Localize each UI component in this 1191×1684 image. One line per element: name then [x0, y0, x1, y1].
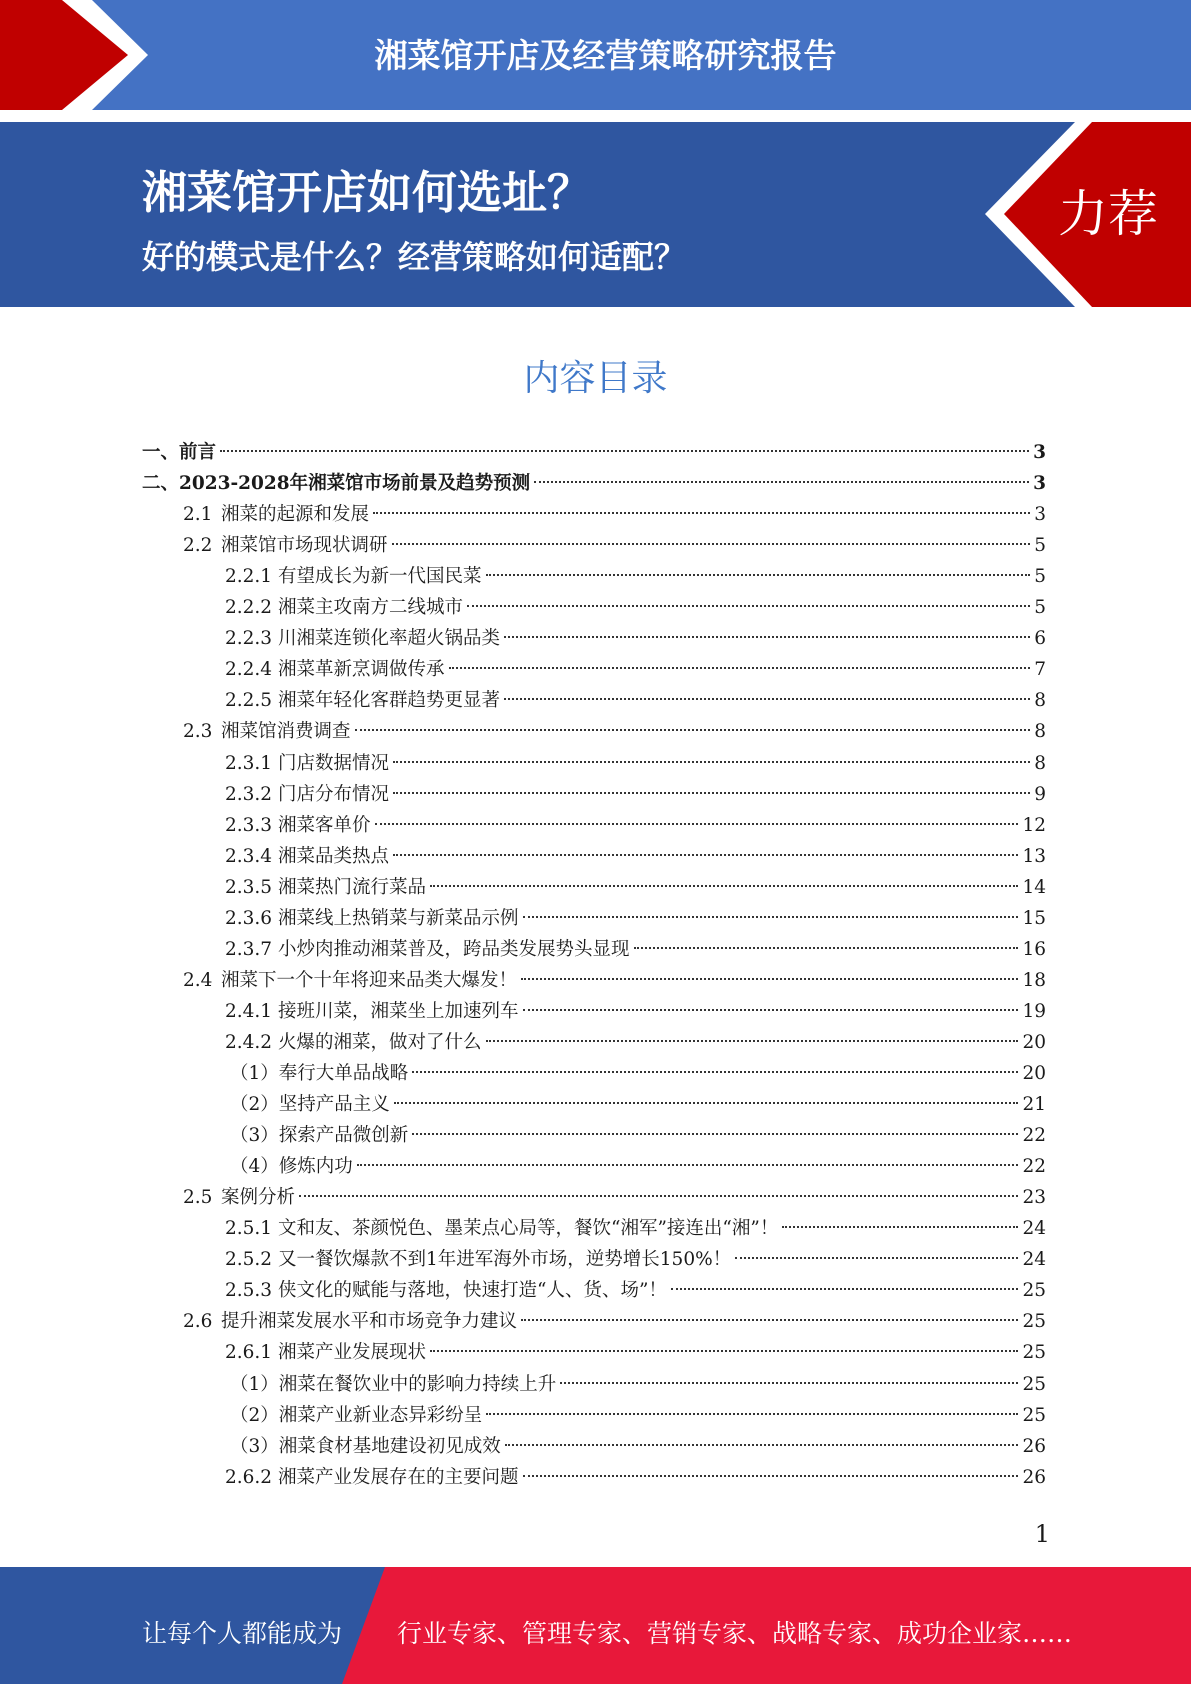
toc-entry-title: 有望成长为新一代国民菜 [278, 566, 482, 588]
toc-entry-number: 2.6 [183, 1311, 213, 1333]
toc-entry-page: 8 [1034, 690, 1046, 712]
footer-banner [0, 1567, 1191, 1684]
toc-dot-leader [521, 1319, 1018, 1321]
toc-entry-number: 2.2 [183, 535, 213, 557]
toc-entry-page: 7 [1034, 659, 1046, 681]
toc-entry-page: 3 [1034, 504, 1046, 526]
toc-entry-title: 2023-2028年湘菜馆市场前景及趋势预测 [179, 473, 531, 495]
toc-entry[interactable] [225, 810, 1046, 841]
report-title-text: 湘菜馆开店及经营策略研究报告 [374, 36, 837, 75]
toc-entry-page: 20 [1022, 1031, 1046, 1053]
toc-dot-leader [393, 761, 1030, 763]
toc-entry-page: 25 [1022, 1280, 1046, 1302]
footer-slogan-right: 行业专家、管理专家、营销专家、战略专家、成功企业家…… [397, 1619, 1073, 1648]
toc-dot-leader [467, 605, 1030, 607]
toc-entry-number: 2.4.2 [225, 1031, 273, 1053]
toc-entry[interactable] [225, 779, 1046, 810]
toc-entry-title: 湘菜在餐饮业中的影响力持续上升 [278, 1373, 557, 1395]
toc-entry-page: 12 [1022, 814, 1046, 836]
toc-entry-page: 22 [1022, 1125, 1046, 1147]
toc-entry-number: 2.3.2 [225, 783, 273, 805]
toc-entry[interactable] [230, 1151, 1046, 1182]
toc-entry[interactable] [225, 872, 1046, 903]
toc-entry-page: 26 [1022, 1466, 1046, 1488]
toc-dot-leader [430, 885, 1018, 887]
toc-entry-page: 18 [1022, 969, 1046, 991]
toc-entry-number: 2.4 [183, 969, 213, 991]
toc-entry-title: 修炼内功 [278, 1156, 353, 1178]
toc-entry-title: 湘菜品类热点 [278, 845, 390, 867]
toc-entry-number: 2.6.2 [225, 1466, 273, 1488]
toc-entry[interactable] [183, 1182, 1046, 1213]
toc-entry[interactable] [225, 1027, 1046, 1058]
hero-band [0, 122, 1191, 307]
toc-entry-page: 22 [1022, 1156, 1046, 1178]
toc-entry-number: 2.3.6 [225, 907, 273, 929]
toc-dot-leader [534, 481, 1029, 483]
toc-entry-page: 5 [1034, 566, 1046, 588]
toc-dot-leader [486, 1040, 1019, 1042]
toc-entry-page: 3 [1033, 442, 1046, 463]
toc-dot-leader [393, 854, 1018, 856]
toc-entry-number: 2.2.4 [225, 659, 273, 681]
toc-entry-page: 16 [1022, 938, 1046, 960]
toc-entry-page: 25 [1022, 1311, 1046, 1333]
toc-entry-number: （3） [230, 1435, 279, 1457]
toc-dot-leader [357, 1164, 1019, 1166]
toc-entry-title: 川湘菜连锁化率超火锅品类 [278, 628, 501, 650]
toc-entry[interactable] [225, 1462, 1046, 1493]
toc-entry-number: 2.2.3 [225, 628, 273, 650]
toc-entry-page: 23 [1022, 1187, 1046, 1209]
toc-entry-number: 2.1 [183, 504, 213, 526]
toc-entry-title: 湘菜的起源和发展 [221, 504, 370, 526]
toc-entry[interactable] [183, 530, 1046, 561]
toc-entry[interactable] [183, 1306, 1046, 1337]
toc-entry[interactable] [230, 1400, 1046, 1431]
toc-entry[interactable] [230, 1431, 1046, 1462]
toc-entry-title: 湘菜馆消费调查 [221, 721, 351, 743]
toc-entry[interactable] [225, 1213, 1046, 1244]
toc-entry[interactable] [142, 468, 1046, 499]
toc-entry-title: 门店分布情况 [278, 783, 390, 805]
toc-entry-number: 2.5.2 [225, 1249, 273, 1271]
toc-dot-leader [504, 636, 1030, 638]
toc-entry-number: 2.4.1 [225, 1000, 273, 1022]
toc-entry[interactable] [225, 1244, 1046, 1275]
toc-entry-title: 侠文化的赋能与落地，快速打造“人、货、场”！ [278, 1280, 667, 1302]
toc-entry[interactable] [225, 841, 1046, 872]
toc-entry-number: 2.3.1 [225, 752, 273, 774]
toc-entry-page: 21 [1022, 1094, 1046, 1116]
toc-entry[interactable] [230, 1120, 1046, 1151]
report-title [0, 30, 1191, 77]
toc-entry-page: 24 [1022, 1218, 1046, 1240]
toc-entry-number: 2.5.1 [225, 1218, 273, 1240]
toc-dot-leader [504, 698, 1030, 700]
toc-dot-leader [735, 1257, 1018, 1259]
toc-entry[interactable] [225, 654, 1046, 685]
toc-entry-title: 湘菜革新烹调做传承 [278, 659, 445, 681]
toc-entry-number: 二、 [142, 473, 180, 495]
toc-entry-title: 提升湘菜发展水平和市场竞争力建议 [221, 1311, 518, 1333]
toc-entry-page: 9 [1034, 783, 1046, 805]
toc-dot-leader [671, 1288, 1019, 1290]
toc-entry-title: 湘菜下一个十年将迎来品类大爆发！ [221, 969, 518, 991]
toc-dot-leader [523, 1475, 1019, 1477]
toc-entry-page: 19 [1022, 1000, 1046, 1022]
toc-dot-leader [220, 450, 1029, 452]
toc-entry-title: 湘菜年轻化客群趋势更显著 [278, 690, 501, 712]
toc-entry-number: 2.6.1 [225, 1342, 273, 1364]
toc-entry-page: 5 [1034, 535, 1046, 557]
toc-entry[interactable] [183, 716, 1046, 747]
toc-entry-title: 湘菜产业发展现状 [278, 1342, 427, 1364]
toc-dot-leader [392, 543, 1031, 545]
toc-entry-title: 湘菜热门流行菜品 [278, 876, 427, 898]
toc-entry-title: 又一餐饮爆款不到1年进军海外市场，逆势增长150%！ [278, 1249, 732, 1271]
toc-dot-leader [449, 667, 1031, 669]
toc-entry-title: 探索产品微创新 [278, 1125, 409, 1147]
toc-entry[interactable] [225, 592, 1046, 623]
toc-entry-title: 湘菜馆市场现状调研 [221, 535, 388, 557]
toc-entry-page: 25 [1022, 1342, 1046, 1364]
toc-entry-page: 3 [1033, 473, 1046, 495]
hero-headline: 湘菜馆开店如何选址？ [142, 166, 593, 219]
toc-entry-title: 湘菜食材基地建设初见成效 [278, 1435, 501, 1457]
toc-entry-title: 小炒肉推动湘菜普及，跨品类发展势头显现 [278, 938, 630, 960]
toc-entry-number: （2） [230, 1404, 279, 1426]
toc-entry-title: 案例分析 [221, 1187, 296, 1209]
toc-dot-leader [560, 1382, 1018, 1384]
toc-entry-page: 8 [1034, 752, 1046, 774]
toc-entry-page: 14 [1022, 876, 1046, 898]
page-number: 1 [1034, 1520, 1050, 1548]
toc-entry-number: 2.5.3 [225, 1280, 273, 1302]
toc-dot-leader [486, 574, 1031, 576]
toc-entry[interactable] [230, 1089, 1046, 1120]
footer-slogan-left: 让每个人都能成为 [142, 1619, 343, 1648]
toc-entry-title: 接班川菜，湘菜坐上加速列车 [278, 1000, 519, 1022]
toc-entry-title: 奉行大单品战略 [278, 1063, 409, 1084]
toc-entry-title: 前言 [179, 442, 217, 463]
toc-entry-number: 2.3.7 [225, 938, 273, 960]
toc-heading: 内容目录 [523, 358, 668, 399]
toc-entry[interactable] [183, 965, 1046, 996]
toc-entry-title: 门店数据情况 [278, 752, 390, 774]
toc-dot-leader [430, 1350, 1018, 1352]
toc-entry[interactable] [183, 499, 1046, 530]
toc-entry-number: 2.2.5 [225, 690, 273, 712]
toc-dot-leader [375, 823, 1019, 825]
toc-entry-number: 2.2.1 [225, 566, 273, 588]
toc-entry-title: 文和友、茶颜悦色、墨茉点心局等，餐饮“湘军”接连出“湘”！ [278, 1218, 779, 1240]
toc-entry-page: 6 [1034, 628, 1046, 650]
toc-entry-number: 2.2.2 [225, 597, 273, 619]
toc-entry-page: 8 [1034, 721, 1046, 743]
toc-entry-title: 湘菜产业发展存在的主要问题 [278, 1466, 519, 1488]
top-banner [0, 0, 1191, 110]
toc-dot-leader [412, 1071, 1018, 1073]
toc-entry-title: 湘菜产业新业态异彩纷呈 [278, 1404, 483, 1426]
toc-entry[interactable] [230, 1058, 1046, 1089]
toc-entry-number: 2.5 [183, 1187, 213, 1209]
toc-entry[interactable] [225, 748, 1046, 779]
toc-entry-page: 26 [1022, 1435, 1046, 1457]
toc-entry[interactable] [225, 903, 1046, 934]
toc-entry-number: （4） [230, 1156, 279, 1178]
toc-dot-leader [523, 916, 1019, 918]
toc-entry[interactable] [225, 1337, 1046, 1368]
toc-entry-page: 25 [1022, 1404, 1046, 1426]
toc-dot-leader [486, 1413, 1018, 1415]
toc-entry[interactable] [225, 1275, 1046, 1306]
toc-entry[interactable] [225, 685, 1046, 716]
toc-entry-number: 2.3 [183, 721, 213, 743]
toc-dot-leader [394, 1102, 1019, 1104]
toc-dot-leader [634, 947, 1019, 949]
toc-entry-page: 20 [1022, 1063, 1046, 1084]
toc-entry-title: 湘菜客单价 [278, 814, 371, 836]
toc-entry-number: （1） [230, 1063, 279, 1084]
toc-dot-leader [373, 512, 1030, 514]
recommend-badge: 力荐 [1058, 185, 1158, 243]
toc-dot-leader [393, 792, 1030, 794]
toc-entry-page: 25 [1022, 1373, 1046, 1395]
toc-dot-leader [523, 1009, 1019, 1011]
toc-entry-number: （2） [230, 1094, 279, 1116]
toc-entry-number: （1） [230, 1373, 279, 1395]
toc-dot-leader [521, 978, 1018, 980]
toc-entry[interactable] [225, 934, 1046, 965]
toc-entry[interactable] [230, 1369, 1046, 1400]
toc-entry[interactable] [225, 561, 1046, 592]
toc-entry-page: 15 [1022, 907, 1046, 929]
toc-dot-leader [412, 1133, 1018, 1135]
toc-dot-leader [782, 1226, 1018, 1228]
hero-subheadline: 好的模式是什么？经营策略如何适配？ [142, 238, 687, 276]
toc-entry-title: 坚持产品主义 [278, 1094, 390, 1116]
toc-entry-number: 一、 [142, 442, 180, 463]
toc-entry-page: 13 [1022, 845, 1046, 867]
toc-entry-page: 24 [1022, 1249, 1046, 1271]
toc-dot-leader [355, 729, 1031, 731]
toc-entry[interactable] [142, 437, 1046, 468]
toc-entry-title: 湘菜线上热销菜与新菜品示例 [278, 907, 519, 929]
toc-entry-title: 湘菜主攻南方二线城市 [278, 597, 464, 619]
toc-entry-number: 2.3.4 [225, 845, 273, 867]
toc-entry-page: 5 [1034, 597, 1046, 619]
toc-dot-leader [299, 1195, 1018, 1197]
toc-entry-number: 2.3.3 [225, 814, 273, 836]
toc-entry-number: 2.3.5 [225, 876, 273, 898]
toc-entry-title: 火爆的湘菜，做对了什么 [278, 1031, 482, 1053]
toc-entry-number: （3） [230, 1125, 279, 1147]
toc-entry[interactable] [225, 996, 1046, 1027]
toc-dot-leader [505, 1444, 1019, 1446]
toc-entry[interactable] [225, 623, 1046, 654]
